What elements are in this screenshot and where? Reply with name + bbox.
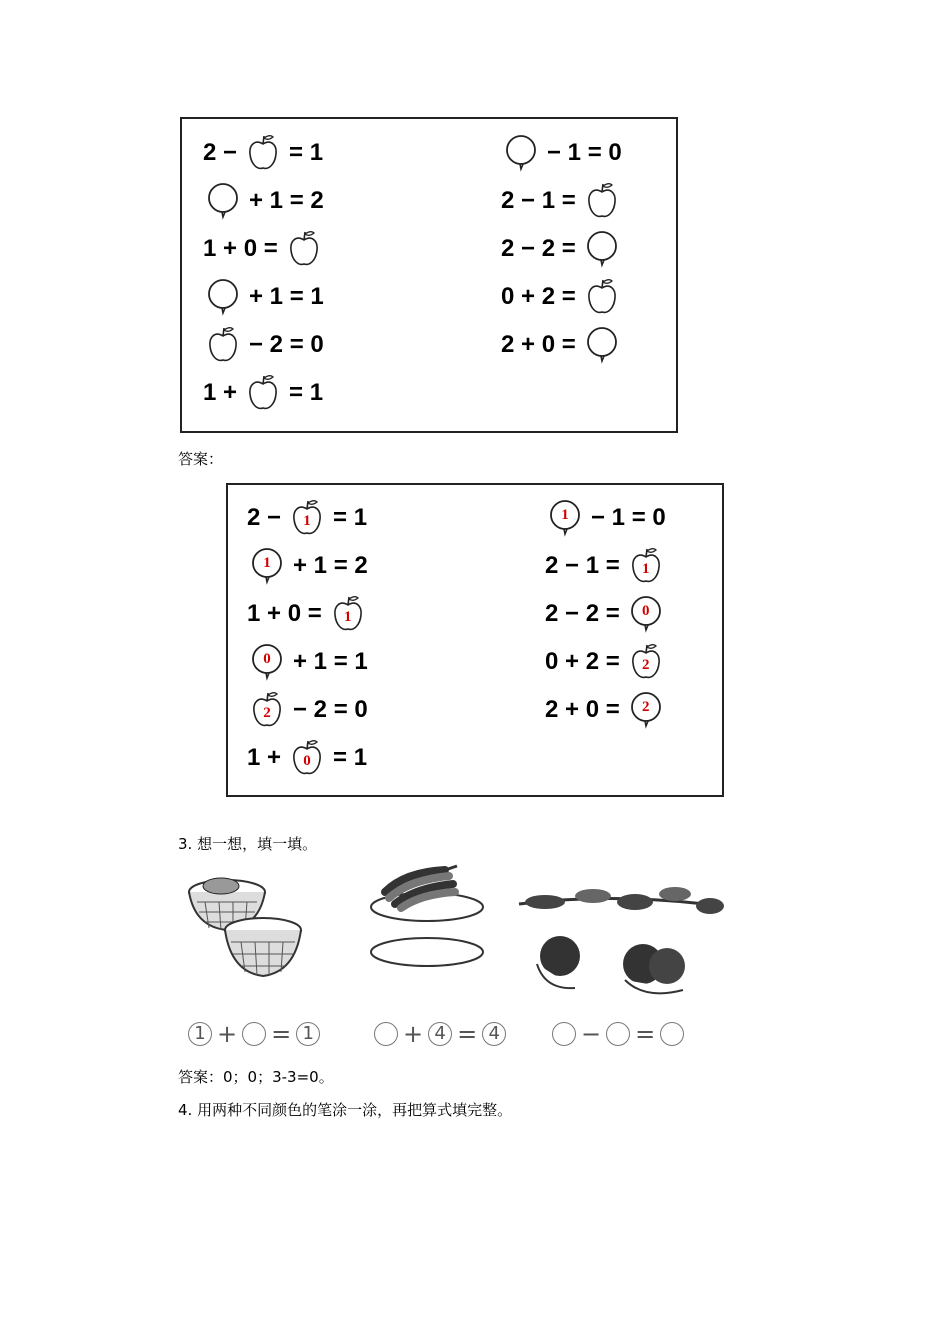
operator: −: [581, 1020, 602, 1048]
apple-icon: [250, 690, 284, 730]
circle-blank-icon[interactable]: [206, 181, 240, 221]
right-equation-1: [542, 498, 669, 538]
left-equation-4: [244, 642, 371, 682]
answer-value: 0: [303, 753, 311, 769]
left-equation-1: [244, 498, 370, 538]
right-equation-5: [542, 690, 669, 730]
equation-text: 1 + 0 =: [203, 235, 278, 262]
equation-text: − 2 = 0: [249, 331, 324, 358]
answer-value: 1: [303, 513, 311, 529]
left-equation-5: [200, 325, 327, 365]
equation-text: + 1 = 1: [249, 283, 324, 310]
apple-icon: [629, 642, 663, 682]
answer-circle[interactable]: [242, 1022, 266, 1046]
picture-equation-3: [550, 1019, 686, 1049]
equation-text: = 1: [333, 504, 368, 531]
bananas-illustration: [365, 862, 495, 977]
left-equation-6: [200, 373, 326, 413]
apple-icon[interactable]: [585, 277, 619, 317]
right-equation-2: [498, 181, 625, 221]
answer-value: 2: [263, 705, 271, 721]
circle-blank-icon: [629, 594, 663, 634]
right-equation-3: [542, 594, 669, 634]
right-equation-4: [542, 642, 669, 682]
answer-circle[interactable]: 4: [428, 1022, 452, 1046]
answer-circle[interactable]: [552, 1022, 576, 1046]
left-equation-5: [244, 690, 371, 730]
equation-text: 1 +: [203, 379, 238, 406]
equation-text: 2 − 1 =: [501, 187, 576, 214]
equation-text: 2 − 2 =: [545, 600, 620, 627]
equation-text: = 1: [289, 139, 324, 166]
equation-text: + 1 = 2: [293, 552, 368, 579]
equation-text: 0 + 2 =: [501, 283, 576, 310]
apple-icon[interactable]: [206, 325, 240, 365]
left-equation-1: [200, 133, 326, 173]
left-equation-3: [244, 594, 371, 634]
answer-value: 2: [641, 657, 650, 673]
answer-value: 2: [641, 699, 650, 715]
answer-3-text: 答案：0；0；3-3=0。: [178, 1068, 334, 1086]
operator: =: [635, 1020, 656, 1048]
apple-icon[interactable]: [287, 229, 321, 269]
equation-text: + 1 = 1: [293, 648, 368, 675]
answer-circle[interactable]: 4: [482, 1022, 506, 1046]
left-equation-6: [244, 738, 370, 778]
answer-value: 0: [641, 603, 650, 619]
apple-icon[interactable]: [585, 181, 619, 221]
apple-icon: [290, 738, 324, 778]
answer-circle[interactable]: 1: [296, 1022, 320, 1046]
circle-blank-icon[interactable]: [585, 229, 619, 269]
equation-text: 2 − 2 =: [501, 235, 576, 262]
operator: =: [457, 1020, 478, 1048]
right-equation-4: [498, 277, 625, 317]
right-equation-2: [542, 546, 669, 586]
answer-circle[interactable]: 1: [188, 1022, 212, 1046]
left-equation-3: [200, 229, 327, 269]
left-equation-4: [200, 277, 327, 317]
question-3-title: 3. 想一想，填一填。: [178, 835, 318, 853]
equation-text: 2 −: [203, 139, 238, 166]
picture-equation-1: [186, 1019, 322, 1049]
fruit-branch-illustration: [515, 880, 730, 1005]
answer-circle[interactable]: [606, 1022, 630, 1046]
apple-icon[interactable]: [246, 373, 280, 413]
right-equation-1: [498, 133, 625, 173]
equation-text: 2 − 1 =: [545, 552, 620, 579]
equation-text: 2 + 0 =: [545, 696, 620, 723]
equation-text: 1 + 0 =: [247, 600, 322, 627]
answer-label: 答案：: [178, 450, 224, 468]
equation-text: − 1 = 0: [591, 504, 666, 531]
equation-text: 1 +: [247, 744, 282, 771]
circle-blank-icon: [629, 690, 663, 730]
circle-blank-icon[interactable]: [585, 325, 619, 365]
answer-value: 1: [561, 507, 569, 523]
answer-value: 1: [641, 561, 650, 577]
answer-value: 1: [343, 609, 352, 625]
circle-blank-icon[interactable]: [504, 133, 538, 173]
answer-value: 1: [263, 555, 271, 571]
equation-text: − 1 = 0: [547, 139, 622, 166]
equation-text: 0 + 2 =: [545, 648, 620, 675]
equation-text: 2 + 0 =: [501, 331, 576, 358]
left-equation-2: [200, 181, 327, 221]
operator: +: [217, 1020, 238, 1048]
equation-text: + 1 = 2: [249, 187, 324, 214]
right-equation-3: [498, 229, 625, 269]
question-4-title: 4. 用两种不同颜色的笔涂一涂，再把算式填完整。: [178, 1101, 513, 1119]
apple-icon: [331, 594, 365, 634]
apple-icon: [629, 546, 663, 586]
baskets-illustration: [185, 872, 305, 984]
left-equation-2: [244, 546, 371, 586]
equation-text: = 1: [333, 744, 368, 771]
equation-text: = 1: [289, 379, 324, 406]
answer-circle[interactable]: [660, 1022, 684, 1046]
equation-text: 2 −: [247, 504, 282, 531]
operator: +: [403, 1020, 424, 1048]
circle-blank-icon: [548, 498, 582, 538]
circle-blank-icon: [250, 546, 284, 586]
circle-blank-icon[interactable]: [206, 277, 240, 317]
circle-blank-icon: [250, 642, 284, 682]
apple-icon: [290, 498, 324, 538]
answer-circle[interactable]: [374, 1022, 398, 1046]
answer-value: 0: [263, 651, 271, 667]
equation-text: − 2 = 0: [293, 696, 368, 723]
right-equation-5: [498, 325, 625, 365]
apple-icon[interactable]: [246, 133, 280, 173]
operator: =: [271, 1020, 292, 1048]
picture-equation-2: [372, 1019, 508, 1049]
